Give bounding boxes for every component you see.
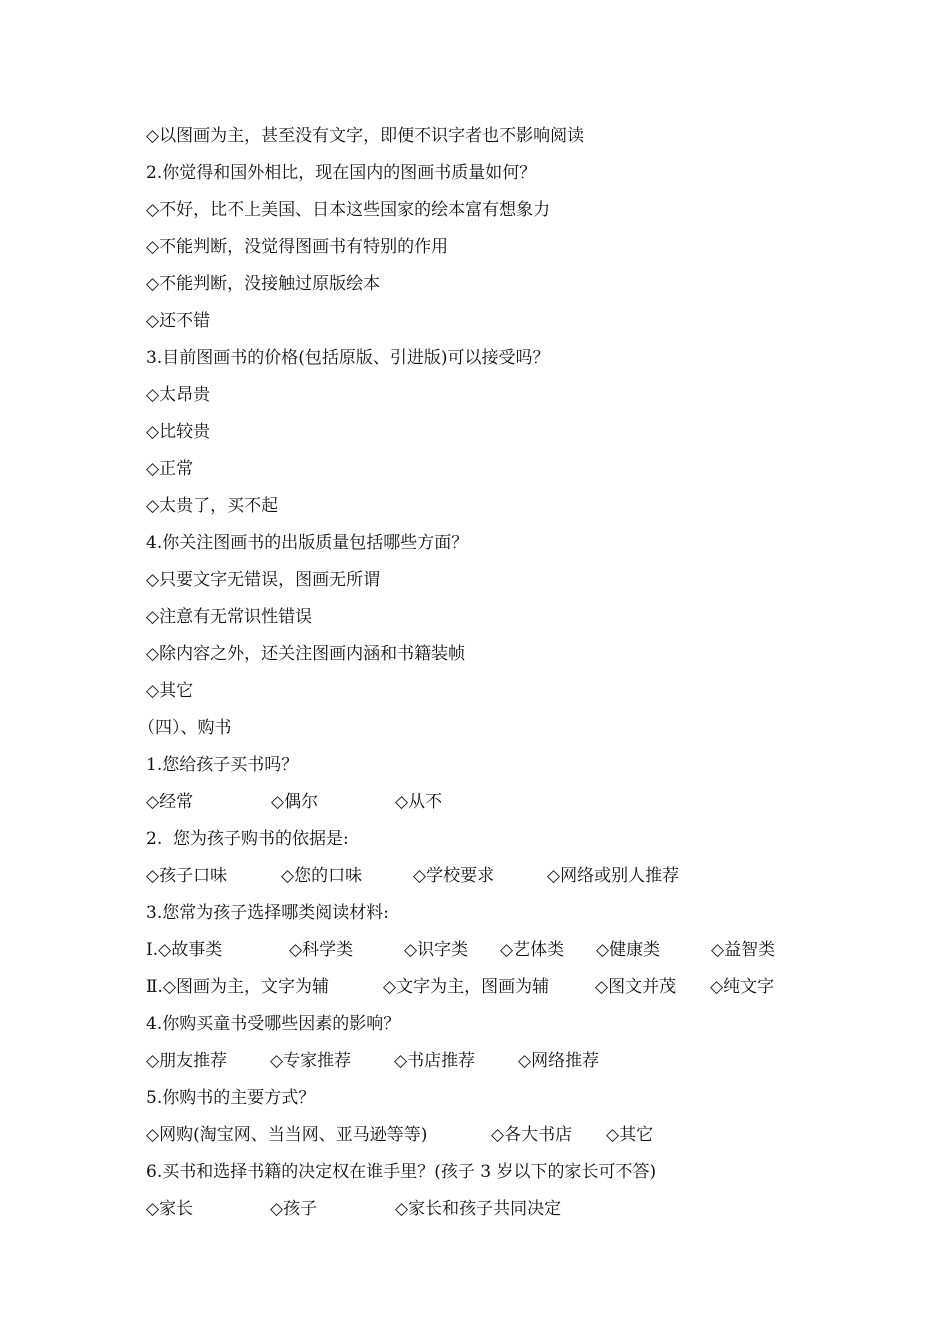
buy-question-6-text: 6.买书和选择书籍的决定权在谁手里？(孩子 3 岁以下的家长可不答)	[146, 1162, 657, 1182]
buy-question-1-text: 1.您给孩子买书吗？	[146, 755, 299, 775]
options-row	[146, 969, 866, 1006]
option-line: ◇以图画为主，甚至没有文字，即便不识字者也不影响阅读	[146, 126, 585, 146]
option: ◇健康类	[596, 940, 661, 960]
option: ◇从不	[395, 792, 443, 812]
question-3-text: 3.目前图画书的价格(包括原版、引进版)可以接受吗？	[146, 348, 550, 368]
option: ◇益智类	[711, 940, 776, 960]
option-line: ◇不好，比不上美国、日本这些国家的绘本富有想象力	[146, 200, 551, 220]
option: ◇家长	[146, 1199, 194, 1219]
option: ◇科学类	[289, 940, 354, 960]
option: ◇图文并茂	[595, 977, 677, 997]
option-line: ◇注意有无常识性错误	[146, 607, 313, 627]
options-row	[146, 1191, 866, 1228]
option: ◇文字为主，图画为辅	[383, 977, 550, 997]
option: ◇孩子口味	[146, 866, 228, 886]
option: ◇经常	[146, 792, 194, 812]
option: ◇专家推荐	[270, 1051, 352, 1071]
option-line: ◇太贵了，买不起	[146, 496, 279, 516]
buy-question-4-text: 4.你购买童书受哪些因素的影响？	[146, 1014, 401, 1034]
option: ◇朋友推荐	[146, 1051, 228, 1071]
question-4-text: 4.你关注图画书的出版质量包括哪些方面？	[146, 533, 469, 553]
options-row	[146, 932, 866, 969]
options-row	[146, 858, 866, 895]
option: ◇家长和孩子共同决定	[395, 1199, 562, 1219]
options-row	[146, 784, 866, 821]
option: ◇孩子	[270, 1199, 318, 1219]
option: ◇艺体类	[500, 940, 565, 960]
section-heading: （四）、购书	[138, 718, 232, 738]
option-line: ◇其它	[146, 681, 194, 701]
options-row	[146, 1043, 866, 1080]
option-line: ◇比较贵	[146, 422, 211, 442]
option: ◇网购(淘宝网、当当网、亚马逊等等)	[146, 1125, 428, 1145]
option-line: ◇还不错	[146, 311, 211, 331]
option-line: ◇正常	[146, 459, 194, 479]
buy-question-5-text: 5.你购书的主要方式？	[146, 1088, 316, 1108]
option-line: ◇不能判断，没觉得图画书有特别的作用	[146, 237, 449, 257]
option: ◇学校要求	[413, 866, 495, 886]
option-line: ◇太昂贵	[146, 385, 211, 405]
option: ◇书店推荐	[394, 1051, 476, 1071]
option-line: ◇不能判断，没接触过原版绘本	[146, 274, 381, 294]
option: ◇网络推荐	[518, 1051, 600, 1071]
document-body	[138, 118, 866, 1228]
option: ◇您的口味	[281, 866, 363, 886]
buy-question-2-text: 2. 您为孩子购书的依据是:	[146, 829, 349, 849]
option-line: ◇除内容之外，还关注图画内涵和书籍装帧	[146, 644, 466, 664]
option: ◇各大书店	[491, 1125, 573, 1145]
option: ◇识字类	[404, 940, 469, 960]
option: Ⅱ.◇图画为主，文字为辅	[146, 977, 330, 997]
buy-question-3-text: 3.您常为孩子选择哪类阅读材料:	[146, 903, 389, 923]
option: ◇其它	[606, 1125, 654, 1145]
option-line: ◇只要文字无错误，图画无所谓	[146, 570, 381, 590]
options-row	[146, 1117, 866, 1154]
question-2-text: 2.你觉得和国外相比，现在国内的图画书质量如何？	[146, 163, 537, 183]
option: ◇网络或别人推荐	[547, 866, 680, 886]
option: ◇纯文字	[710, 977, 775, 997]
option: ◇偶尔	[271, 792, 319, 812]
option: Ⅰ.◇故事类	[146, 940, 223, 960]
